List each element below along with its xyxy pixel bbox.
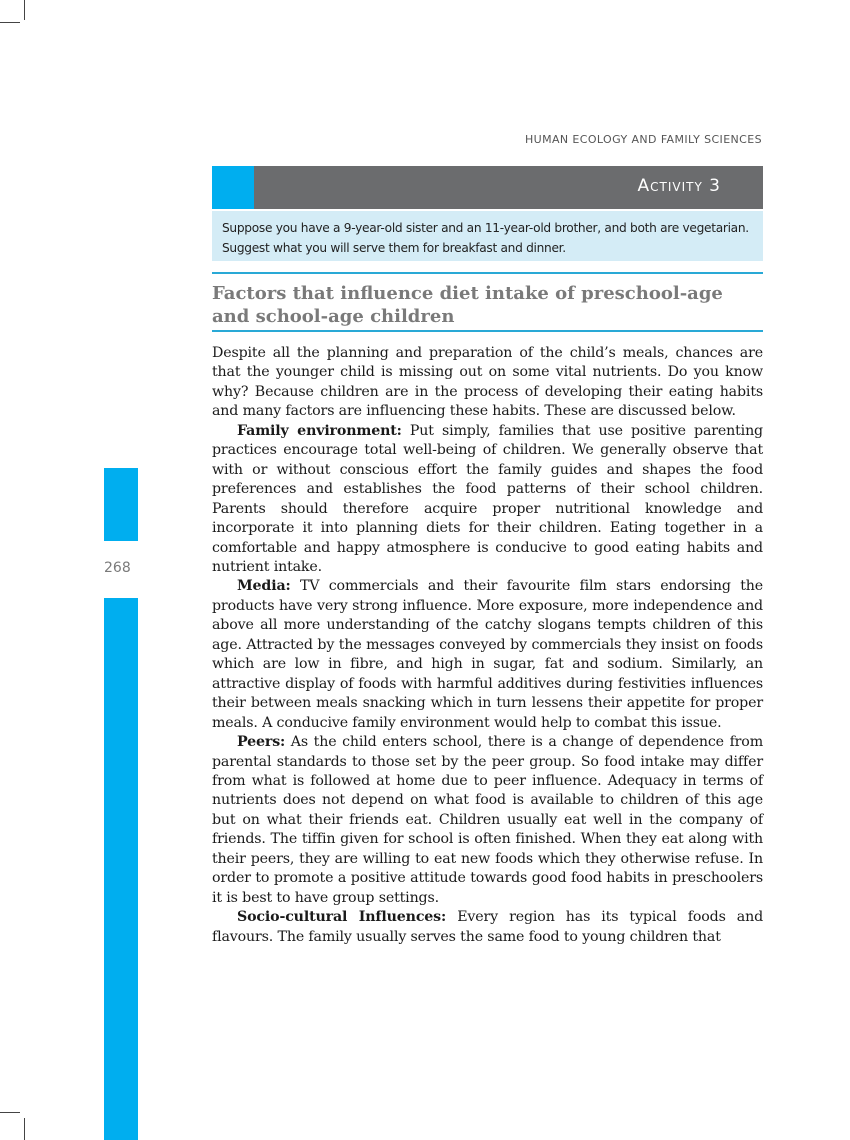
activity-text: Suppose you have a 9-year-old sister and an 11-year-old brother, and both are vegetarian. Suggest what you will serve them for breakfast and dinner. bbox=[222, 221, 749, 255]
running-head: HUMAN ECOLOGY AND FAMILY SCIENCES bbox=[524, 133, 762, 146]
paragraph-intro: Despite all the planning and preparation of the child’s meals, chances are that the younger child is missing out on some vital nutrients. Do you know why? Because children are in the process of developing their eating habits and many factors are influencing these habits. These are discussed below. bbox=[212, 345, 763, 420]
paragraph-label: Peers: bbox=[237, 734, 286, 751]
heading-rule-top bbox=[212, 272, 763, 274]
paragraph-label: Socio-cultural Influences: bbox=[237, 909, 447, 926]
paragraph-label: Family environment: bbox=[237, 422, 402, 439]
paragraph-body: Put simply, families that use positive parenting practices encourage total well-being of children. We generally observe that with or without conscious effort the family guides and shapes the food preferences and establishes the food patterns of their school children. Parents should therefore acquire proper nutritional knowledge and incorporate it into planning diets for their children. Eating together in a comfortable and happy atmosphere is conducive to good eating habits and nutrient intake. bbox=[212, 422, 763, 575]
paragraph-peers bbox=[212, 733, 763, 908]
activity-title: Activity 3 bbox=[637, 176, 721, 196]
activity-box bbox=[212, 211, 763, 261]
paragraph-family-environment bbox=[212, 422, 763, 578]
paragraph-media bbox=[212, 577, 763, 733]
activity-header-bar bbox=[212, 166, 763, 209]
paragraph-socio-cultural bbox=[212, 908, 763, 947]
section-title: Factors that influence diet intake of preschool-age and school-age children bbox=[212, 283, 723, 327]
paragraph-label: Media: bbox=[237, 578, 291, 595]
paragraph-body: TV commercials and their favourite film stars endorsing the products have very strong influence. More exposure, more independence and above all more understanding of the catchy slogans tempts children of this age. Attracted by the messages conveyed by commercials they insist on foods which are low in fibre, and high in sugar, fat and sodium. Similarly, an attractive display of foods with harmful additives during festivities influences their between meals snacking which in turn lessens their appetite for proper meals. A conducive family environment would help to combat this issue. bbox=[212, 578, 763, 731]
side-accent-bar-bottom bbox=[104, 598, 138, 1140]
page-number: 268 bbox=[104, 560, 131, 576]
side-accent-bar-top bbox=[104, 468, 138, 541]
heading-rule-bottom bbox=[212, 330, 763, 332]
body-text bbox=[212, 344, 763, 947]
activity-accent-block bbox=[212, 166, 254, 209]
paragraph-body: Every region has its typical foods and flavours. The family usually serves the same food to young children that bbox=[212, 909, 764, 945]
paragraph-body: As the child enters school, there is a change of dependence from parental standards to those set by the peer group. So food intake may differ from what is followed at home due to peer influence. Adequacy in terms of nutrients does not depend on what food is available to children of this age but on what their friends eat. Children usually eat well in the company of friends. The tiffin given for school is often finished. When they eat along with their peers, they are willing to eat new foods which they otherwise refuse. In order to promote a positive attitude towards good food habits in preschoolers it is best to have group settings. bbox=[212, 734, 763, 906]
